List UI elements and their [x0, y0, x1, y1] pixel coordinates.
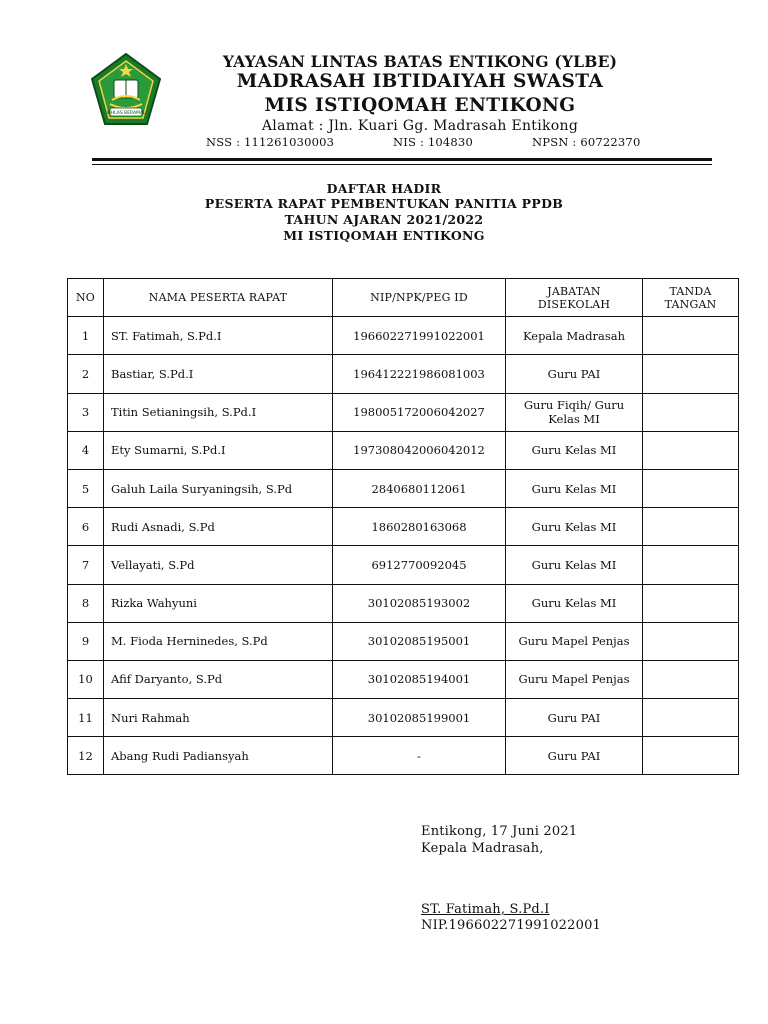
- signatory-nip: NIP.196602271991022001: [421, 918, 602, 933]
- header-nip: NIP/NPK/PEG ID: [333, 279, 506, 317]
- row-jabatan-cell: Guru PAI: [506, 355, 643, 393]
- table-row: [68, 469, 739, 507]
- table-row: [68, 393, 739, 431]
- row-name-cell: Afif Daryanto, S.Pd: [104, 660, 333, 698]
- signature-cell: [643, 431, 739, 469]
- row-nip-cell: 197308042006042012: [333, 431, 506, 469]
- header-no: NO: [68, 279, 104, 317]
- foundation-name: YAYASAN LINTAS BATAS ENTIKONG (YLBE): [222, 52, 618, 71]
- signature-cell: [643, 699, 739, 737]
- row-name-cell: M. Fioda Herninedes, S.Pd: [104, 622, 333, 660]
- document-title: DAFTAR HADIR: [326, 181, 442, 196]
- table-header-row: [68, 279, 739, 317]
- npsn-number: NPSN : 60722370: [532, 135, 641, 149]
- header-divider-thin: [92, 164, 712, 165]
- header-signature: TANDA TANGAN: [643, 279, 739, 317]
- table-row: [68, 699, 739, 737]
- row-jabatan-cell: Guru PAI: [506, 737, 643, 775]
- row-no-cell: 8: [68, 584, 104, 622]
- row-name-cell: Titin Setianingsih, S.Pd.I: [104, 393, 333, 431]
- school-type: MADRASAH IBTIDAIYAH SWASTA: [236, 71, 604, 92]
- row-no-cell: 12: [68, 737, 104, 775]
- table-row: [68, 355, 739, 393]
- header-name: NAMA PESERTA RAPAT: [104, 279, 333, 317]
- header-jabatan: JABATAN DISEKOLAH: [506, 279, 643, 317]
- row-nip-cell: 1860280163068: [333, 508, 506, 546]
- signatory-name: ST. Fatimah, S.Pd.I: [421, 902, 550, 917]
- row-no-cell: 4: [68, 431, 104, 469]
- table-row: [68, 660, 739, 698]
- signature-cell: [643, 469, 739, 507]
- row-no-cell: 10: [68, 660, 104, 698]
- table-row: [68, 431, 739, 469]
- row-name-cell: Galuh Laila Suryaningsih, S.Pd: [104, 469, 333, 507]
- header-divider-thick: [92, 158, 712, 161]
- row-nip-cell: 2840680112061: [333, 469, 506, 507]
- row-jabatan-cell: Kepala Madrasah: [506, 317, 643, 355]
- row-nip-cell: 198005172006042027: [333, 393, 506, 431]
- row-no-cell: 5: [68, 469, 104, 507]
- nis-number: NIS : 104830: [393, 135, 473, 149]
- row-jabatan-cell: Guru Kelas MI: [506, 584, 643, 622]
- school-address: Alamat : Jln. Kuari Gg. Madrasah Entikong: [261, 118, 579, 134]
- row-nip-cell: 30102085199001: [333, 699, 506, 737]
- row-jabatan-cell: Guru Kelas MI: [506, 508, 643, 546]
- attendance-table: [67, 278, 739, 775]
- row-nip-cell: 196412221986081003: [333, 355, 506, 393]
- row-no-cell: 11: [68, 699, 104, 737]
- signature-cell: [643, 393, 739, 431]
- row-nip-cell: 196602271991022001: [333, 317, 506, 355]
- signature-cell: [643, 622, 739, 660]
- table-row: [68, 737, 739, 775]
- school-title: MI ISTIQOMAH ENTIKONG: [283, 228, 485, 243]
- signature-cell: [643, 737, 739, 775]
- row-no-cell: 9: [68, 622, 104, 660]
- table-row: [68, 508, 739, 546]
- row-jabatan-cell: Guru Mapel Penjas: [506, 622, 643, 660]
- row-no-cell: 1: [68, 317, 104, 355]
- signature-cell: [643, 546, 739, 584]
- row-no-cell: 7: [68, 546, 104, 584]
- row-name-cell: Rizka Wahyuni: [104, 584, 333, 622]
- row-nip-cell: 6912770092045: [333, 546, 506, 584]
- signature-cell: [643, 317, 739, 355]
- row-nip-cell: 30102085193002: [333, 584, 506, 622]
- signature-place-date: Entikong, 17 Juni 2021: [421, 824, 578, 839]
- row-name-cell: Vellayati, S.Pd: [104, 546, 333, 584]
- signature-cell: [643, 508, 739, 546]
- table-row: [68, 584, 739, 622]
- kemenag-logo: [90, 52, 162, 128]
- row-jabatan-cell: Guru Kelas MI: [506, 469, 643, 507]
- row-name-cell: Rudi Asnadi, S.Pd: [104, 508, 333, 546]
- row-jabatan-cell: Guru Mapel Penjas: [506, 660, 643, 698]
- signature-position: Kepala Madrasah,: [421, 841, 544, 856]
- nss-number: NSS : 111261030003: [206, 135, 335, 149]
- row-name-cell: Abang Rudi Padiansyah: [104, 737, 333, 775]
- row-no-cell: 6: [68, 508, 104, 546]
- row-jabatan-cell: Guru Kelas MI: [506, 546, 643, 584]
- row-jabatan-cell: Guru Kelas MI: [506, 431, 643, 469]
- table-row: [68, 622, 739, 660]
- logo-text: IKHLAS BERAMAL: [106, 111, 146, 116]
- signature-cell: [643, 584, 739, 622]
- row-name-cell: ST. Fatimah, S.Pd.I: [104, 317, 333, 355]
- row-jabatan-cell: Guru PAI: [506, 699, 643, 737]
- row-nip-cell: -: [333, 737, 506, 775]
- row-no-cell: 3: [68, 393, 104, 431]
- row-name-cell: Nuri Rahmah: [104, 699, 333, 737]
- table-row: [68, 546, 739, 584]
- row-jabatan-cell: Guru Fiqih/ Guru Kelas MI: [506, 393, 643, 431]
- signature-cell: [643, 355, 739, 393]
- row-name-cell: Bastiar, S.Pd.I: [104, 355, 333, 393]
- signature-cell: [643, 660, 739, 698]
- row-nip-cell: 30102085195001: [333, 622, 506, 660]
- document-subtitle: PESERTA RAPAT PEMBENTUKAN PANITIA PPDB: [204, 196, 564, 211]
- table-row: [68, 317, 739, 355]
- school-name: MIS ISTIQOMAH ENTIKONG: [264, 95, 576, 116]
- row-nip-cell: 30102085194001: [333, 660, 506, 698]
- row-name-cell: Ety Sumarni, S.Pd.I: [104, 431, 333, 469]
- academic-year: TAHUN AJARAN 2021/2022: [284, 212, 484, 227]
- row-no-cell: 2: [68, 355, 104, 393]
